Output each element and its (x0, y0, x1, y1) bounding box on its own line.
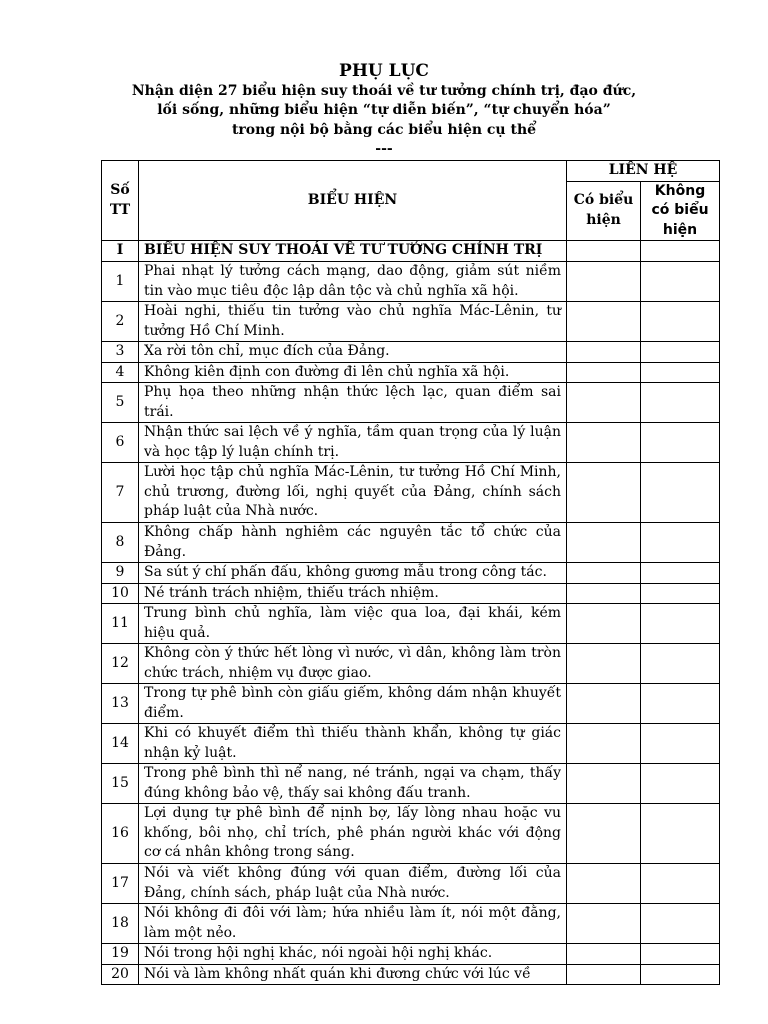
row-number: 18 (102, 904, 139, 944)
khong-co-bieu-hien-cell (641, 523, 720, 563)
co-bieu-hien-cell (567, 262, 641, 302)
table-header-row-1 (102, 161, 720, 182)
table-row (102, 944, 720, 965)
khong-co-bieu-hien-cell (641, 302, 720, 342)
co-bieu-hien-cell (567, 944, 641, 965)
subtitle-separator: --- (375, 141, 393, 157)
row-text: Né tránh trách nhiệm, thiếu trách nhiệm. (139, 583, 567, 604)
khong-co-bieu-hien-cell (641, 423, 720, 463)
co-bieu-hien-cell (567, 463, 641, 523)
table-row (102, 563, 720, 584)
row-number: 15 (102, 764, 139, 804)
row-number: 12 (102, 644, 139, 684)
table-row (102, 383, 720, 423)
row-number: 19 (102, 944, 139, 965)
co-bieu-hien-cell (567, 423, 641, 463)
row-number: 17 (102, 864, 139, 904)
row-text: Xa rời tôn chỉ, mục đích của Đảng. (139, 342, 567, 363)
co-bieu-hien-cell (567, 241, 641, 262)
khong-co-bieu-hien-cell (641, 463, 720, 523)
subtitle-line-3: trong nội bộ bằng các biểu hiện cụ thể (231, 122, 537, 138)
row-text: Trong tự phê bình còn giấu giếm, không dám nhận khuyết điểm. (139, 684, 567, 724)
table-row (102, 302, 720, 342)
khong-co-bieu-hien-cell (641, 944, 720, 965)
table-row (102, 523, 720, 563)
row-number: 1 (102, 262, 139, 302)
table-row (102, 684, 720, 724)
co-bieu-hien-cell (567, 684, 641, 724)
khong-co-bieu-hien-cell (641, 764, 720, 804)
table-row (102, 644, 720, 684)
table-row (102, 864, 720, 904)
co-bieu-hien-cell (567, 904, 641, 944)
row-number: 7 (102, 463, 139, 523)
page-title: PHỤ LỤC (339, 61, 429, 81)
co-bieu-hien-cell (567, 362, 641, 383)
header-co-bieu-hien: Có biểu hiện (567, 181, 641, 241)
row-number: 8 (102, 523, 139, 563)
khong-co-bieu-hien-cell (641, 362, 720, 383)
khong-co-bieu-hien-cell (641, 864, 720, 904)
table-row (102, 583, 720, 604)
header-stt: Số TT (102, 161, 139, 241)
khong-co-bieu-hien-cell (641, 724, 720, 764)
row-number: 13 (102, 684, 139, 724)
khong-co-bieu-hien-cell (641, 964, 720, 985)
header-khong-co-bieu-hien: Không có biểu hiện (641, 181, 720, 241)
khong-co-bieu-hien-cell (641, 684, 720, 724)
row-number: 2 (102, 302, 139, 342)
section-row (102, 241, 720, 262)
khong-co-bieu-hien-cell (641, 904, 720, 944)
khong-co-bieu-hien-cell (641, 583, 720, 604)
co-bieu-hien-cell (567, 764, 641, 804)
row-number: 9 (102, 563, 139, 584)
khong-co-bieu-hien-cell (641, 262, 720, 302)
row-number: 14 (102, 724, 139, 764)
table-row (102, 342, 720, 363)
table-row (102, 764, 720, 804)
co-bieu-hien-cell (567, 342, 641, 363)
row-text: Nói và làm không nhất quán khi đương chức với lúc về (139, 964, 567, 985)
row-text: Không chấp hành nghiêm các nguyên tắc tổ chức của Đảng. (139, 523, 567, 563)
header-bieu-hien: BIỂU HIỆN (139, 161, 567, 241)
row-text: Hoài nghi, thiếu tin tưởng vào chủ nghĩa Mác-Lênin, tư tưởng Hồ Chí Minh. (139, 302, 567, 342)
table-row (102, 423, 720, 463)
row-text: Lợi dụng tự phê bình để nịnh bợ, lấy lòng nhau hoặc vu khống, bôi nhọ, chỉ trích, phê phán người khác với động cơ cá nhân không trong sáng. (139, 804, 567, 864)
table-row (102, 904, 720, 944)
row-number: 20 (102, 964, 139, 985)
table-row (102, 463, 720, 523)
co-bieu-hien-cell (567, 523, 641, 563)
khong-co-bieu-hien-cell (641, 563, 720, 584)
row-number: 11 (102, 604, 139, 644)
row-number: 16 (102, 804, 139, 864)
row-text: Sa sút ý chí phấn đấu, không gương mẫu trong công tác. (139, 563, 567, 584)
co-bieu-hien-cell (567, 383, 641, 423)
table-row (102, 724, 720, 764)
co-bieu-hien-cell (567, 583, 641, 604)
row-number: 5 (102, 383, 139, 423)
indicator-table (101, 160, 720, 985)
section-title: BIỂU HIỆN SUY THOÁI VỀ TƯ TƯỞNG CHÍNH TRỊ (139, 241, 567, 262)
co-bieu-hien-cell (567, 302, 641, 342)
row-number: 4 (102, 362, 139, 383)
row-text: Nói không đi đôi với làm; hứa nhiều làm ít, nói một đằng, làm một nẻo. (139, 904, 567, 944)
co-bieu-hien-cell (567, 804, 641, 864)
row-text: Nói trong hội nghị khác, nói ngoài hội nghị khác. (139, 944, 567, 965)
header-lien-he: LIÊN HỆ (567, 161, 720, 182)
khong-co-bieu-hien-cell (641, 342, 720, 363)
row-text: Trong phê bình thì nể nang, né tránh, ngại va chạm, thấy đúng không bảo vệ, thấy sai không đấu tranh. (139, 764, 567, 804)
table-row (102, 604, 720, 644)
khong-co-bieu-hien-cell (641, 804, 720, 864)
co-bieu-hien-cell (567, 964, 641, 985)
row-text: Nói và viết không đúng với quan điểm, đường lối của Đảng, chính sách, pháp luật của Nhà nước. (139, 864, 567, 904)
co-bieu-hien-cell (567, 864, 641, 904)
table-row (102, 362, 720, 383)
row-text: Nhận thức sai lệch về ý nghĩa, tầm quan trọng của lý luận và học tập lý luận chính trị. (139, 423, 567, 463)
table-row (102, 964, 720, 985)
co-bieu-hien-cell (567, 563, 641, 584)
khong-co-bieu-hien-cell (641, 241, 720, 262)
row-number: 10 (102, 583, 139, 604)
row-text: Khi có khuyết điểm thì thiếu thành khẩn, không tự giác nhận kỷ luật. (139, 724, 567, 764)
co-bieu-hien-cell (567, 644, 641, 684)
section-number: I (102, 241, 139, 262)
row-text: Trung bình chủ nghĩa, làm việc qua loa, đại khái, kém hiệu quả. (139, 604, 567, 644)
row-text: Phai nhạt lý tưởng cách mạng, dao động, giảm sút niềm tin vào mục tiêu độc lập dân tộc và chủ nghĩa xã hội. (139, 262, 567, 302)
co-bieu-hien-cell (567, 724, 641, 764)
row-number: 3 (102, 342, 139, 363)
khong-co-bieu-hien-cell (641, 644, 720, 684)
row-text: Không còn ý thức hết lòng vì nước, vì dân, không làm tròn chức trách, nhiệm vụ được giao. (139, 644, 567, 684)
row-text: Phụ họa theo những nhận thức lệch lạc, quan điểm sai trái. (139, 383, 567, 423)
table-row (102, 262, 720, 302)
khong-co-bieu-hien-cell (641, 383, 720, 423)
co-bieu-hien-cell (567, 604, 641, 644)
table-row (102, 804, 720, 864)
subtitle-line-2: lối sống, những biểu hiện “tự diễn biến”, “tự chuyển hóa” (157, 102, 611, 118)
row-text: Không kiên định con đường đi lên chủ nghĩa xã hội. (139, 362, 567, 383)
row-text: Lười học tập chủ nghĩa Mác-Lênin, tư tưởng Hồ Chí Minh, chủ trương, đường lối, nghị quyết của Đảng, chính sách pháp luật của Nhà nước. (139, 463, 567, 523)
khong-co-bieu-hien-cell (641, 604, 720, 644)
subtitle-line-1: Nhận diện 27 biểu hiện suy thoái về tư tưởng chính trị, đạo đức, (131, 83, 637, 99)
row-number: 6 (102, 423, 139, 463)
